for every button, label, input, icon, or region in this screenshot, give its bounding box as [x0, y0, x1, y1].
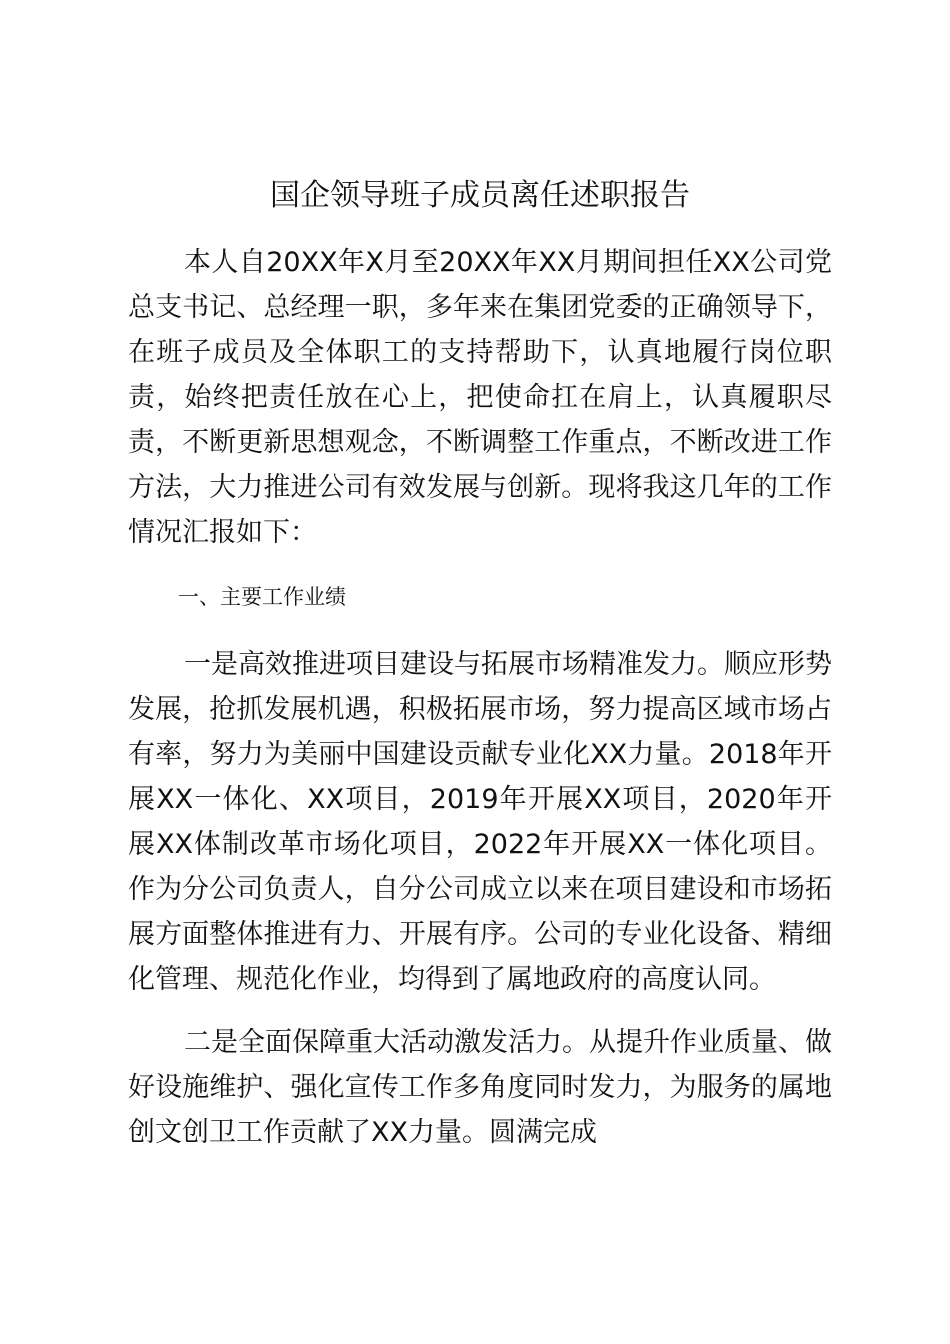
intro-paragraph: 本人自20XX年X月至20XX年XX月期间担任XX公司党总支书记、总经理一职，多年来在集团党委的正确领导下，在班子成员及全体职工的支持帮助下，认真地履行岗位职责，始终把责任放在心上，把使命扛在肩上，认真履职尽责，不断更新思想观念，不断调整工作重点，不断改进工作方法，大力推进公司有效发展与创新。现将我这几年的工作情况汇报如下：	[128, 247, 832, 548]
paragraph-spacer	[128, 555, 832, 581]
document-body	[128, 240, 832, 1155]
section-heading: 一、主要工作业绩	[178, 585, 346, 609]
paragraph-spacer	[128, 613, 832, 642]
paragraph-spacer	[128, 1002, 832, 1020]
body-paragraph-2: 二是全面保障重大活动激发活力。从提升作业质量、做好设施维护、强化宣传工作多角度同时发力，为服务的属地创文创卫工作贡献了XX力量。圆满完成	[128, 1027, 832, 1148]
body-paragraph-1: 一是高效推进项目建设与拓展市场精准发力。顺应形势发展，抢抓发展机遇，积极拓展市场，努力提高区域市场占有率，努力为美丽中国建设贡献专业化XX力量。2018年开展XX一体化、XX项目，2019年开展XX项目，2020年开展XX体制改革市场化项目，2022年开展XX一体化项目。作为分公司负责人，自分公司成立以来在项目建设和市场拓展方面整体推进有力、开展有序。公司的专业化设备、精细化管理、规范化作业，均得到了属地政府的高度认同。	[128, 649, 832, 995]
document-title: 国企领导班子成员离任述职报告	[270, 178, 690, 213]
